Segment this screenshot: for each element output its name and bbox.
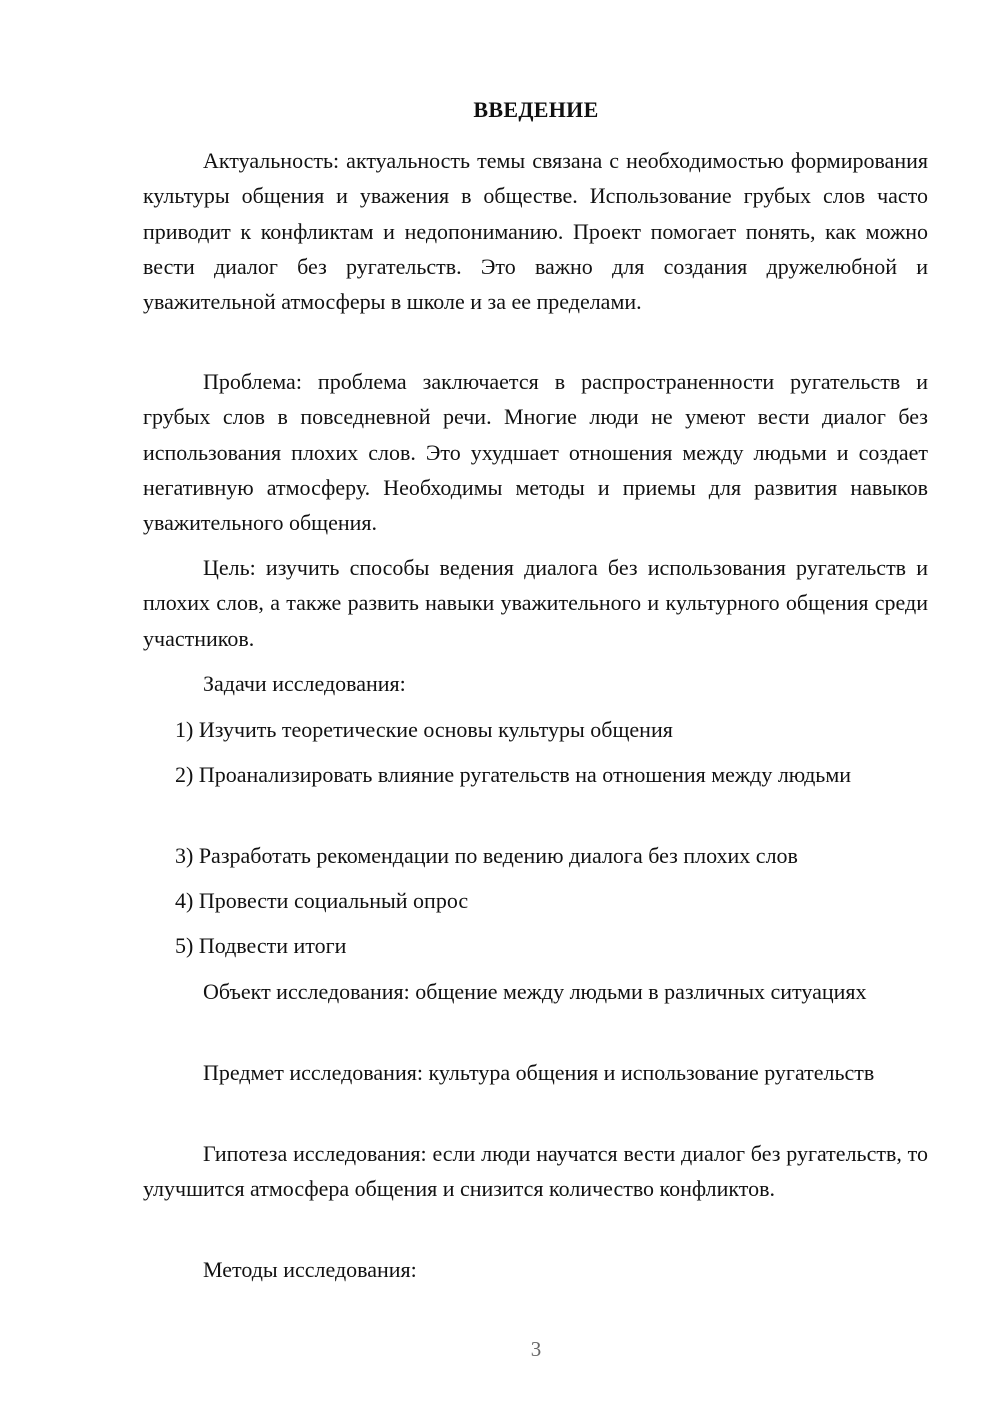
list-item-task-3: 3) Разработать рекомендации по ведению диалога без плохих слов — [175, 843, 798, 868]
paragraph-goal: Цель: изучить способы ведения диалога без использования ругательств и плохих слов, а также развить навыки уважительного и культурного общения среди участников. — [143, 555, 928, 651]
methods-heading: Методы исследования: — [203, 1257, 417, 1282]
paragraph-problem: Проблема: проблема заключается в распространенности ругательств и грубых слов в повседневной речи. Многие люди не умеют вести диалог без использования плохих слов. Это ухудшает отношения между людьми и создает негативную атмосферу. Необходимы методы и приемы для развития навыков уважительного общения. — [143, 369, 928, 536]
paragraph-hypothesis: Гипотеза исследования: если люди научатся вести диалог без ругательств, то улучшится атмосфера общения и снизится количество конфликтов. — [143, 1141, 928, 1202]
paragraph-relevance: Актуальность: актуальность темы связана с необходимостью формирования культуры общения и уважения в обществе. Использование грубых слов часто приводит к конфликтам и недопониманию. Проект помогает понять, как можно вести диалог без ругательств. Это важно для создания дружелюбной и уважительной атмосферы в школе и за ее пределами. — [143, 148, 928, 315]
page-number: 3 — [530, 1337, 542, 1361]
list-item-task-2: 2) Проанализировать влияние ругательств на отношения между людьми — [175, 762, 852, 787]
tasks-heading: Задачи исследования: — [203, 671, 406, 696]
paragraph-object: Объект исследования: общение между людьми в различных ситуациях — [203, 979, 867, 1004]
list-item-task-5: 5) Подвести итоги — [175, 933, 347, 958]
list-item-task-4: 4) Провести социальный опрос — [175, 888, 469, 913]
paragraph-subject: Предмет исследования: культура общения и использование ругательств — [203, 1060, 875, 1085]
list-item-task-1: 1) Изучить теоретические основы культуры общения — [175, 717, 673, 742]
section-title: ВВЕДЕНИЕ — [473, 97, 599, 122]
